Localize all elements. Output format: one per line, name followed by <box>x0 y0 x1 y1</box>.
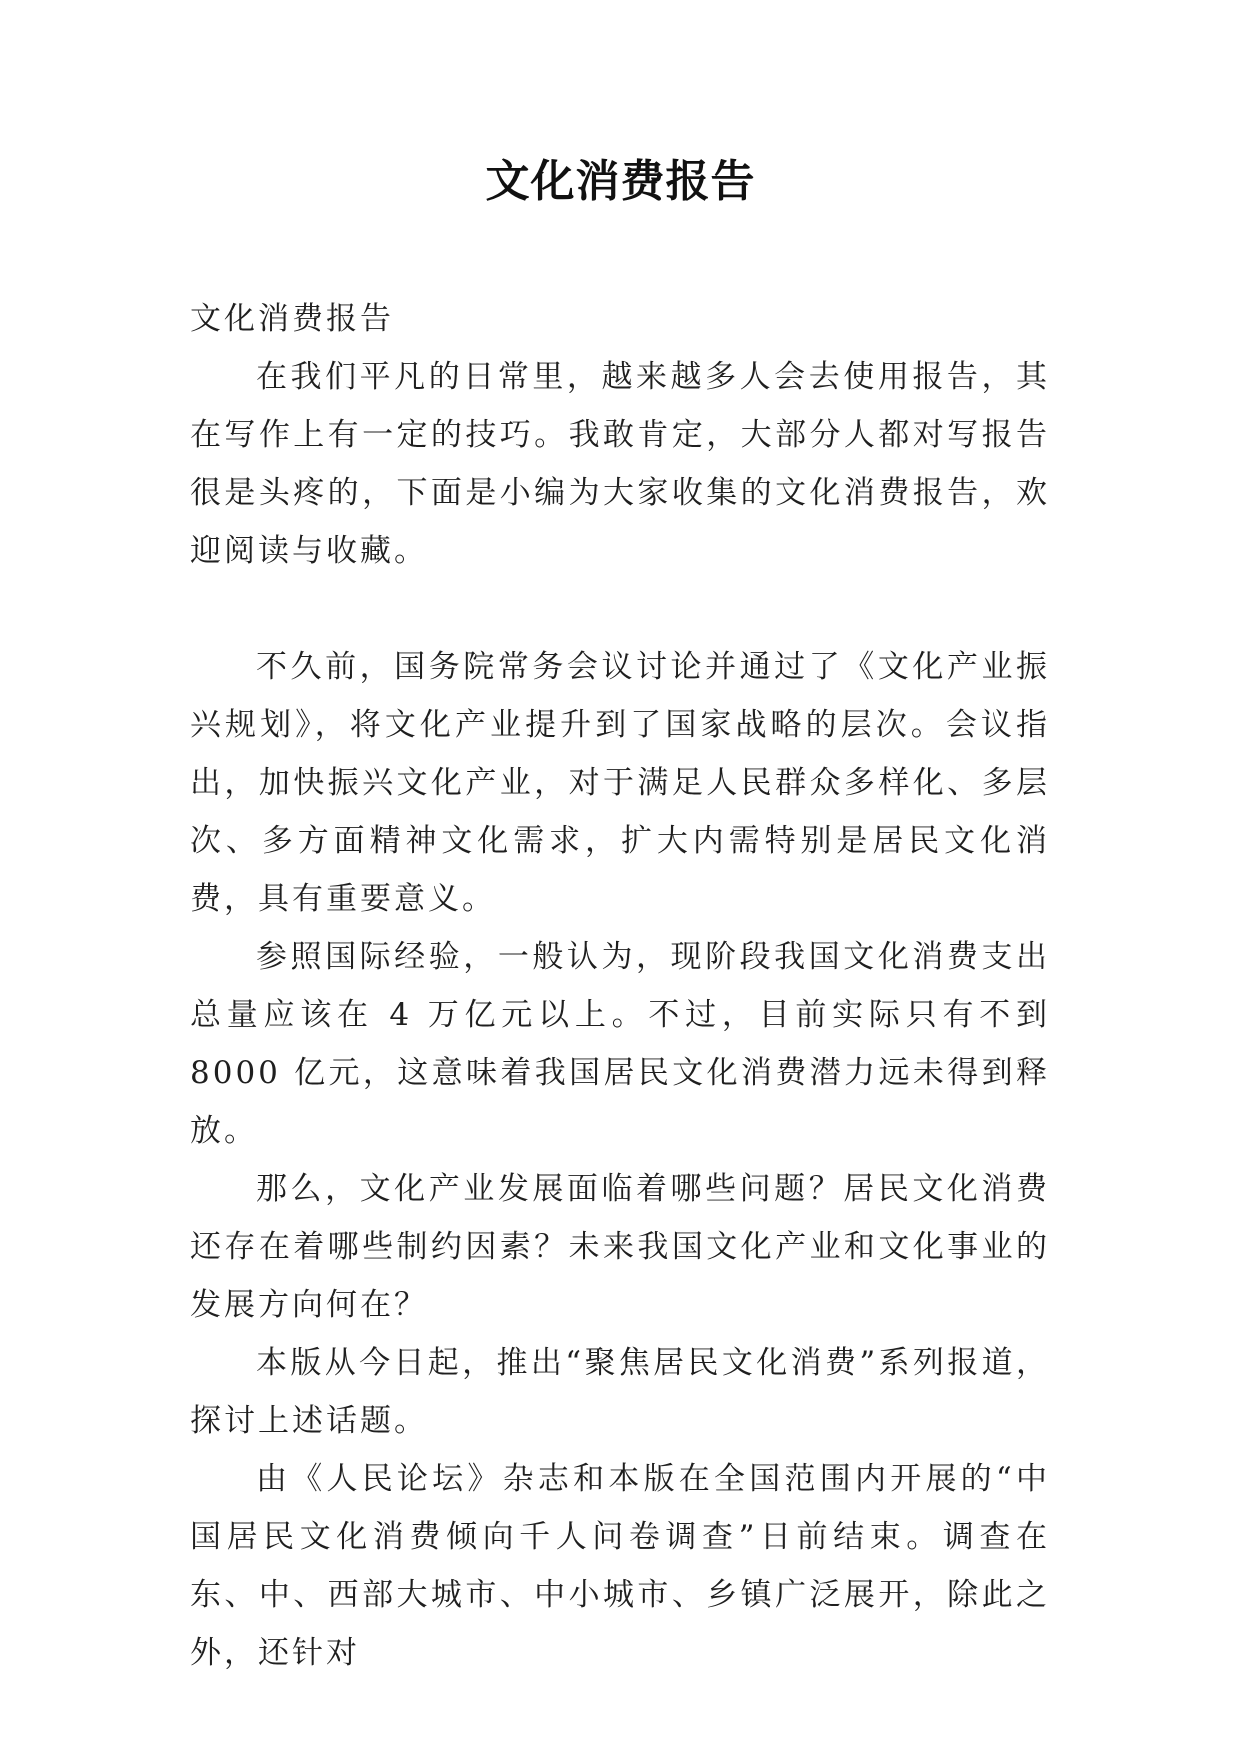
document-title: 文化消费报告 <box>485 156 756 207</box>
paragraph-series: 本版从今日起，推出“聚焦居民文化消费”系列报道，探讨上述话题。 <box>190 1345 1050 1439</box>
paragraph-survey: 由《人民论坛》杂志和本版在全国范围内开展的“中国居民文化消费倾向千人问卷调查”日前结束。调查在东、中、西部大城市、中小城市、乡镇广泛展开，除此之外，还针对 <box>190 1461 1050 1671</box>
paragraph-questions: 那么，文化产业发展面临着哪些问题？居民文化消费还存在着哪些制约因素？未来我国文化产业和文化事业的发展方向何在？ <box>190 1171 1050 1323</box>
paragraph-planning: 不久前，国务院常务会议讨论并通过了《文化产业振兴规划》，将文化产业提升到了国家战略的层次。会议指出，加快振兴文化产业，对于满足人民群众多样化、多层次、多方面精神文化需求，扩大内需特别是居民文化消费，具有重要意义。 <box>190 649 1050 917</box>
document-body <box>190 290 1050 1682</box>
paragraph-international-experience: 参照国际经验，一般认为，现阶段我国文化消费支出总量应该在 4 万亿元以上。不过，目前实际只有不到 8000 亿元，这意味着我国居民文化消费潜力远未得到释放。 <box>190 939 1050 1149</box>
paragraph-intro: 在我们平凡的日常里，越来越多人会去使用报告，其在写作上有一定的技巧。我敢肯定，大部分人都对写报告很是头疼的，下面是小编为大家收集的文化消费报告，欢迎阅读与收藏。 <box>190 359 1050 569</box>
document-subtitle: 文化消费报告 <box>190 301 394 337</box>
paragraph-spacer <box>190 580 1050 638</box>
